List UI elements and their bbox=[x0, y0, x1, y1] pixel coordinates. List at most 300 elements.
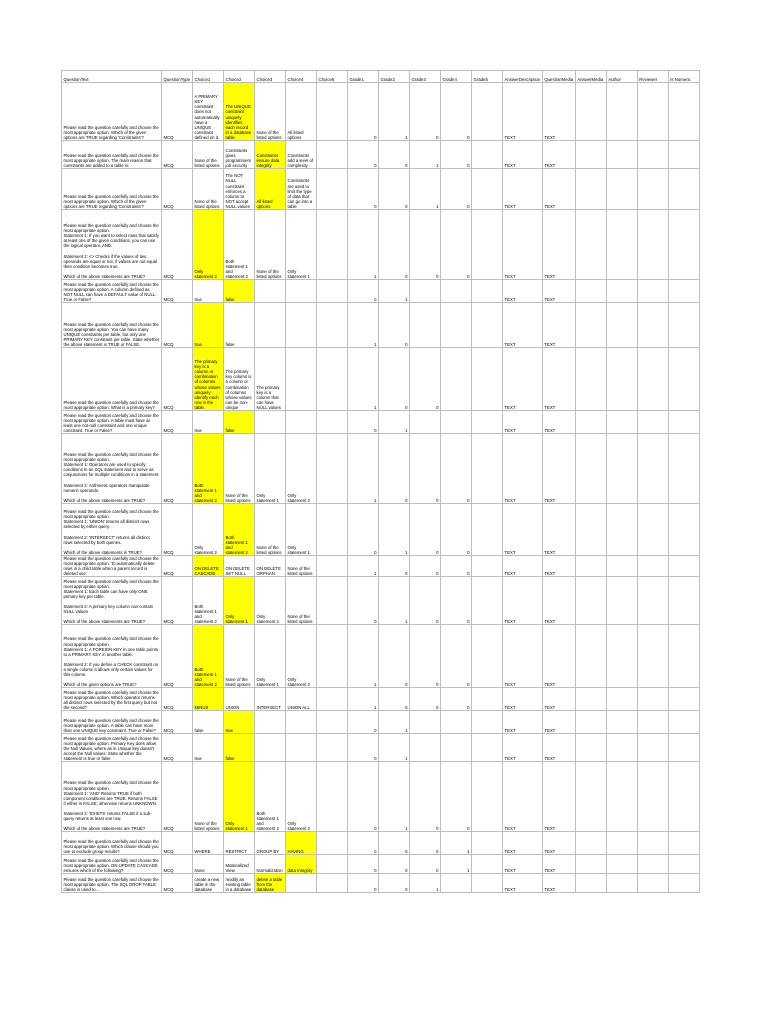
column-header[interactable]: Grade1 bbox=[348, 71, 379, 83]
table-cell[interactable]: None bbox=[193, 855, 224, 874]
table-cell[interactable]: Only statement 1 bbox=[286, 210, 317, 280]
table-cell[interactable]: TEXT bbox=[503, 210, 543, 280]
table-cell[interactable]: TEXT bbox=[503, 855, 543, 874]
table-cell[interactable] bbox=[575, 348, 606, 411]
grade-cell[interactable]: 0 bbox=[441, 577, 472, 625]
grade-cell[interactable]: 0 bbox=[441, 762, 472, 832]
grade-cell[interactable] bbox=[472, 734, 503, 762]
table-cell[interactable]: TEXT bbox=[503, 688, 543, 711]
table-cell[interactable]: MCQ bbox=[162, 734, 193, 762]
table-cell[interactable] bbox=[255, 280, 286, 303]
table-cell[interactable]: None of the listed options bbox=[255, 83, 286, 141]
grade-cell[interactable]: 0 bbox=[348, 874, 379, 893]
table-cell[interactable]: TEXT bbox=[542, 83, 575, 141]
grade-cell[interactable]: 0 bbox=[348, 711, 379, 734]
table-cell[interactable]: TEXT bbox=[542, 577, 575, 625]
table-cell[interactable] bbox=[637, 832, 668, 855]
table-cell[interactable]: TEXT bbox=[503, 504, 543, 556]
table-cell[interactable]: MCQ bbox=[162, 832, 193, 855]
table-cell[interactable]: MCQ bbox=[162, 434, 193, 504]
correct-answer-cell[interactable]: Constraints ensure data integrity bbox=[255, 141, 286, 169]
grade-cell[interactable]: 1 bbox=[379, 734, 410, 762]
table-cell[interactable]: TEXT bbox=[542, 762, 575, 832]
table-cell[interactable] bbox=[575, 169, 606, 210]
table-cell[interactable] bbox=[317, 711, 348, 734]
table-cell[interactable]: UNION bbox=[224, 688, 255, 711]
table-cell[interactable]: Constraints add a level of complexity bbox=[286, 141, 317, 169]
grade-cell[interactable] bbox=[472, 210, 503, 280]
table-cell[interactable]: TEXT bbox=[542, 280, 575, 303]
grade-cell[interactable]: 0 bbox=[410, 556, 441, 577]
grade-cell[interactable]: 0 bbox=[410, 577, 441, 625]
grade-cell[interactable]: 0 bbox=[441, 141, 472, 169]
table-cell[interactable]: MCQ bbox=[162, 280, 193, 303]
grade-cell[interactable]: 1 bbox=[410, 874, 441, 893]
table-cell[interactable] bbox=[286, 280, 317, 303]
correct-answer-cell[interactable]: false bbox=[224, 411, 255, 434]
grade-cell[interactable]: 0 bbox=[348, 83, 379, 141]
grade-cell[interactable]: 0 bbox=[379, 348, 410, 411]
table-cell[interactable] bbox=[575, 303, 606, 348]
table-cell[interactable] bbox=[637, 169, 668, 210]
grade-cell[interactable] bbox=[472, 348, 503, 411]
column-header[interactable]: Choice1 bbox=[193, 71, 224, 83]
question-text-cell[interactable]: Please read the question carefully and choose the most appropriate option. Statement 1: Operators are used to specify conditions in an SQL statement and to serve as conjunctions for multiple conditions in a statement. Statement 2: Arithmetic operators manipulate numeric operands. Which of the above statements are TRUE? bbox=[62, 434, 162, 504]
table-cell[interactable]: MCQ bbox=[162, 83, 193, 141]
grade-cell[interactable]: 1 bbox=[379, 280, 410, 303]
table-cell[interactable] bbox=[668, 411, 699, 434]
grade-cell[interactable] bbox=[441, 734, 472, 762]
question-text-cell[interactable]: Please read the question carefully and choose the most appropriate option. The main reason that constraints are added to a table is: bbox=[62, 141, 162, 169]
table-cell[interactable]: MCQ bbox=[162, 874, 193, 893]
correct-answer-cell[interactable]: Only statement 1 bbox=[224, 762, 255, 832]
question-text-cell[interactable]: Please read the question carefully and choose the most appropriate option. Which of the given options are TRUE regarding 'Constraints'? bbox=[62, 83, 162, 141]
grade-cell[interactable]: 0 bbox=[348, 141, 379, 169]
grade-cell[interactable]: 0 bbox=[348, 411, 379, 434]
table-cell[interactable] bbox=[637, 504, 668, 556]
table-cell[interactable]: TEXT bbox=[503, 577, 543, 625]
grade-cell[interactable] bbox=[472, 434, 503, 504]
grade-cell[interactable]: 0 bbox=[410, 210, 441, 280]
grade-cell[interactable]: 1 bbox=[410, 141, 441, 169]
column-header[interactable]: Choice3 bbox=[255, 71, 286, 83]
table-cell[interactable] bbox=[317, 762, 348, 832]
grade-cell[interactable] bbox=[441, 280, 472, 303]
table-cell[interactable]: false bbox=[193, 711, 224, 734]
table-cell[interactable] bbox=[575, 280, 606, 303]
table-cell[interactable]: All listed options bbox=[286, 83, 317, 141]
table-cell[interactable] bbox=[668, 734, 699, 762]
table-cell[interactable]: The primary key is a column that can have NULL values bbox=[255, 348, 286, 411]
table-cell[interactable]: Constraints gives programmers job security bbox=[224, 141, 255, 169]
table-cell[interactable]: TEXT bbox=[503, 556, 543, 577]
table-cell[interactable] bbox=[606, 141, 637, 169]
table-cell[interactable]: modify an existing table in a database bbox=[224, 874, 255, 893]
table-cell[interactable]: TEXT bbox=[542, 434, 575, 504]
grade-cell[interactable]: 0 bbox=[410, 832, 441, 855]
grade-cell[interactable] bbox=[472, 303, 503, 348]
table-cell[interactable] bbox=[317, 832, 348, 855]
table-cell[interactable] bbox=[606, 83, 637, 141]
grade-cell[interactable]: 0 bbox=[379, 434, 410, 504]
table-cell[interactable]: TEXT bbox=[503, 625, 543, 688]
grade-cell[interactable]: 0 bbox=[410, 83, 441, 141]
table-cell[interactable]: TEXT bbox=[503, 762, 543, 832]
grade-cell[interactable]: 0 bbox=[348, 832, 379, 855]
table-cell[interactable]: The NOT NULL constraint enforces a column to NOT accept NULL values bbox=[224, 169, 255, 210]
table-cell[interactable] bbox=[317, 169, 348, 210]
table-cell[interactable] bbox=[606, 688, 637, 711]
table-cell[interactable] bbox=[606, 504, 637, 556]
grade-cell[interactable]: 0 bbox=[348, 762, 379, 832]
grade-cell[interactable] bbox=[410, 411, 441, 434]
correct-answer-cell[interactable]: All listed options bbox=[255, 169, 286, 210]
table-cell[interactable] bbox=[668, 83, 699, 141]
question-text-cell[interactable]: Please read the question carefully and choose the most appropriate option. What is a primary key? bbox=[62, 348, 162, 411]
table-cell[interactable] bbox=[286, 874, 317, 893]
grade-cell[interactable] bbox=[472, 169, 503, 210]
table-cell[interactable] bbox=[255, 303, 286, 348]
table-cell[interactable] bbox=[575, 711, 606, 734]
column-header[interactable]: Choice5 bbox=[317, 71, 348, 83]
table-cell[interactable] bbox=[575, 210, 606, 280]
table-cell[interactable]: None of the listed options bbox=[286, 577, 317, 625]
grade-cell[interactable]: 0 bbox=[441, 504, 472, 556]
table-cell[interactable]: The primary key column is a column or combination of columns whose values can be non-unique bbox=[224, 348, 255, 411]
column-header[interactable]: AnswerDescription bbox=[503, 71, 543, 83]
table-cell[interactable] bbox=[286, 734, 317, 762]
correct-answer-cell[interactable]: false bbox=[224, 280, 255, 303]
table-cell[interactable]: MCQ bbox=[162, 141, 193, 169]
correct-answer-cell[interactable]: ON DELETE CASCADE bbox=[193, 556, 224, 577]
question-text-cell[interactable]: Please read the question carefully and choose the most appropriate option. ON UPDATE CASCADE ensures which of the following? bbox=[62, 855, 162, 874]
table-cell[interactable]: None of the listed options bbox=[193, 762, 224, 832]
grade-cell[interactable] bbox=[472, 874, 503, 893]
grade-cell[interactable]: 1 bbox=[379, 577, 410, 625]
grade-cell[interactable]: 1 bbox=[348, 303, 379, 348]
grade-cell[interactable]: 0 bbox=[379, 832, 410, 855]
table-cell[interactable] bbox=[286, 348, 317, 411]
table-cell[interactable] bbox=[317, 411, 348, 434]
grade-cell[interactable] bbox=[472, 280, 503, 303]
column-header[interactable]: Author bbox=[606, 71, 637, 83]
table-cell[interactable] bbox=[606, 280, 637, 303]
table-cell[interactable]: TEXT bbox=[503, 711, 543, 734]
correct-answer-cell[interactable]: Only statement 1 bbox=[224, 577, 255, 625]
table-cell[interactable]: TEXT bbox=[503, 434, 543, 504]
table-cell[interactable]: TEXT bbox=[542, 711, 575, 734]
question-text-cell[interactable]: Please read the question carefully and choose the most appropriate option. Statement 1: A FOREIGN KEY in one table points to a PRIMARY KEY in another table. Statement 2: If you define a CHECK constraint on a single column it allows only certain values for this column. Which of the given options are TRUE? bbox=[62, 625, 162, 688]
grade-cell[interactable]: 1 bbox=[348, 210, 379, 280]
grade-cell[interactable]: 1 bbox=[379, 83, 410, 141]
table-cell[interactable] bbox=[637, 83, 668, 141]
grade-cell[interactable] bbox=[472, 688, 503, 711]
grade-cell[interactable]: 1 bbox=[379, 762, 410, 832]
column-header[interactable]: QuestionType bbox=[162, 71, 193, 83]
grade-cell[interactable]: 0 bbox=[410, 434, 441, 504]
table-cell[interactable] bbox=[606, 625, 637, 688]
table-cell[interactable]: None of the listed options bbox=[255, 210, 286, 280]
correct-answer-cell[interactable]: The primary key is a column or combination of columns whose values uniquely identify each row in the table. bbox=[193, 348, 224, 411]
column-header[interactable]: Grade5 bbox=[472, 71, 503, 83]
correct-answer-cell[interactable]: Both statement 1 and statement 2 bbox=[193, 625, 224, 688]
table-cell[interactable] bbox=[668, 855, 699, 874]
grade-cell[interactable]: 0 bbox=[379, 855, 410, 874]
question-text-cell[interactable]: Please read the question carefully and choose the most appropriate option. A table must have at least one not-null constraint and one unique constraint. True or False? bbox=[62, 411, 162, 434]
grade-cell[interactable]: 1 bbox=[348, 688, 379, 711]
column-header[interactable]: Grade2 bbox=[379, 71, 410, 83]
correct-answer-cell[interactable]: HAVING bbox=[286, 832, 317, 855]
table-cell[interactable]: None of the listed options bbox=[224, 434, 255, 504]
grade-cell[interactable]: 0 bbox=[379, 688, 410, 711]
table-cell[interactable]: MCQ bbox=[162, 688, 193, 711]
grade-cell[interactable]: 0 bbox=[379, 141, 410, 169]
table-cell[interactable] bbox=[606, 303, 637, 348]
grade-cell[interactable] bbox=[441, 874, 472, 893]
table-cell[interactable] bbox=[317, 874, 348, 893]
table-cell[interactable]: UNION ALL bbox=[286, 688, 317, 711]
table-cell[interactable]: MCQ bbox=[162, 303, 193, 348]
table-cell[interactable] bbox=[317, 434, 348, 504]
table-cell[interactable] bbox=[668, 556, 699, 577]
table-cell[interactable]: TEXT bbox=[503, 83, 543, 141]
grade-cell[interactable]: 1 bbox=[348, 556, 379, 577]
table-cell[interactable]: None of the listed options bbox=[286, 556, 317, 577]
table-cell[interactable]: Only statement 1 bbox=[255, 434, 286, 504]
table-cell[interactable]: None of the listed options bbox=[224, 625, 255, 688]
grade-cell[interactable] bbox=[410, 734, 441, 762]
correct-answer-cell[interactable]: Both statement 1 and statement 2 bbox=[224, 504, 255, 556]
column-header[interactable]: Choice2 bbox=[224, 71, 255, 83]
grade-cell[interactable] bbox=[472, 411, 503, 434]
table-cell[interactable] bbox=[637, 280, 668, 303]
table-cell[interactable] bbox=[606, 434, 637, 504]
table-cell[interactable] bbox=[637, 556, 668, 577]
question-text-cell[interactable]: Please read the question carefully and choose the most appropriate option. Statement 1: 'UNION' returns all distinct rows selected by either query. Statement 2: 'INTERSECT' returns all distinct rows selected by both queries. Which of the above statements is TRUE? bbox=[62, 504, 162, 556]
table-cell[interactable]: RESTRICT bbox=[224, 832, 255, 855]
grade-cell[interactable]: 0 bbox=[379, 303, 410, 348]
table-cell[interactable]: Only statement 2 bbox=[193, 504, 224, 556]
table-cell[interactable] bbox=[668, 210, 699, 280]
table-cell[interactable] bbox=[606, 556, 637, 577]
table-cell[interactable] bbox=[668, 141, 699, 169]
table-cell[interactable]: MCQ bbox=[162, 348, 193, 411]
question-text-cell[interactable]: Please read the question carefully and choose the most appropriate option. Primary Key does allow the Null Values, where as in Unique key doesn't accept the Null values. State whether the statement is true or false bbox=[62, 734, 162, 762]
table-cell[interactable]: TEXT bbox=[542, 141, 575, 169]
table-cell[interactable]: true bbox=[193, 280, 224, 303]
table-cell[interactable] bbox=[637, 734, 668, 762]
table-cell[interactable]: TEXT bbox=[542, 411, 575, 434]
table-cell[interactable] bbox=[575, 434, 606, 504]
table-cell[interactable] bbox=[606, 874, 637, 893]
table-cell[interactable]: TEXT bbox=[542, 348, 575, 411]
table-cell[interactable] bbox=[575, 874, 606, 893]
grade-cell[interactable] bbox=[472, 711, 503, 734]
grade-cell[interactable] bbox=[441, 348, 472, 411]
table-cell[interactable]: None of the listed options bbox=[193, 141, 224, 169]
correct-answer-cell[interactable]: MINUS bbox=[193, 688, 224, 711]
table-cell[interactable]: Normalization bbox=[255, 855, 286, 874]
table-cell[interactable] bbox=[668, 348, 699, 411]
table-cell[interactable]: true bbox=[193, 411, 224, 434]
question-text-cell[interactable]: Please read the question carefully and choose the most appropriate option. You can have many UNIQUE constraints per table, but only one PRIMARY KEY constraint per table. State whether the above statement is TRUE or FALSE. bbox=[62, 303, 162, 348]
correct-answer-cell[interactable]: Only statement 2 bbox=[193, 210, 224, 280]
table-cell[interactable] bbox=[575, 556, 606, 577]
table-cell[interactable]: TEXT bbox=[542, 688, 575, 711]
table-cell[interactable] bbox=[575, 141, 606, 169]
question-text-cell[interactable]: Please read the question carefully and choose the most appropriate option. A table can have more than one UNIQUE key constraint. True or False? bbox=[62, 711, 162, 734]
table-cell[interactable] bbox=[606, 711, 637, 734]
table-cell[interactable] bbox=[317, 556, 348, 577]
grade-cell[interactable] bbox=[410, 303, 441, 348]
grade-cell[interactable]: 0 bbox=[441, 169, 472, 210]
grade-cell[interactable] bbox=[472, 577, 503, 625]
table-cell[interactable]: TEXT bbox=[503, 348, 543, 411]
table-cell[interactable] bbox=[606, 762, 637, 832]
table-cell[interactable] bbox=[575, 577, 606, 625]
table-cell[interactable] bbox=[575, 762, 606, 832]
grade-cell[interactable]: 0 bbox=[379, 874, 410, 893]
table-cell[interactable] bbox=[668, 303, 699, 348]
grade-cell[interactable]: 1 bbox=[410, 169, 441, 210]
table-cell[interactable]: TEXT bbox=[503, 141, 543, 169]
table-cell[interactable] bbox=[575, 411, 606, 434]
table-cell[interactable] bbox=[606, 577, 637, 625]
table-cell[interactable]: MCQ bbox=[162, 556, 193, 577]
grade-cell[interactable]: 1 bbox=[441, 855, 472, 874]
table-cell[interactable] bbox=[317, 504, 348, 556]
grade-cell[interactable] bbox=[472, 855, 503, 874]
table-cell[interactable]: TEXT bbox=[542, 625, 575, 688]
grade-cell[interactable] bbox=[472, 504, 503, 556]
table-cell[interactable]: MCQ bbox=[162, 210, 193, 280]
grade-cell[interactable] bbox=[472, 556, 503, 577]
table-cell[interactable] bbox=[606, 210, 637, 280]
grade-cell[interactable]: 1 bbox=[348, 348, 379, 411]
correct-answer-cell[interactable]: true bbox=[224, 711, 255, 734]
table-cell[interactable] bbox=[317, 141, 348, 169]
table-cell[interactable]: Only statement 1 bbox=[255, 625, 286, 688]
grade-cell[interactable]: 0 bbox=[348, 577, 379, 625]
grade-cell[interactable]: 0 bbox=[441, 556, 472, 577]
table-cell[interactable]: TEXT bbox=[503, 734, 543, 762]
table-cell[interactable]: TEXT bbox=[542, 556, 575, 577]
table-cell[interactable] bbox=[668, 874, 699, 893]
table-cell[interactable] bbox=[575, 734, 606, 762]
grade-cell[interactable] bbox=[472, 832, 503, 855]
table-cell[interactable]: TEXT bbox=[503, 832, 543, 855]
table-cell[interactable] bbox=[606, 855, 637, 874]
question-text-cell[interactable]: Please read the question carefully and choose the most appropriate option. The SQL DROP TABLE clause is used to... bbox=[62, 874, 162, 893]
table-cell[interactable] bbox=[575, 504, 606, 556]
table-cell[interactable] bbox=[286, 303, 317, 348]
table-cell[interactable] bbox=[637, 688, 668, 711]
question-text-cell[interactable]: Please read the question carefully and choose the most appropriate option. Which of the given options are TRUE regarding 'Constraints'? bbox=[62, 169, 162, 210]
table-cell[interactable] bbox=[668, 688, 699, 711]
table-cell[interactable]: Only statement 1 bbox=[286, 504, 317, 556]
table-cell[interactable]: WHERE bbox=[193, 832, 224, 855]
table-cell[interactable]: TEXT bbox=[503, 280, 543, 303]
grade-cell[interactable]: 0 bbox=[410, 625, 441, 688]
table-cell[interactable]: TEXT bbox=[503, 411, 543, 434]
table-cell[interactable] bbox=[317, 734, 348, 762]
grade-cell[interactable] bbox=[441, 711, 472, 734]
table-cell[interactable] bbox=[255, 411, 286, 434]
table-cell[interactable]: TEXT bbox=[542, 855, 575, 874]
table-cell[interactable] bbox=[317, 210, 348, 280]
table-cell[interactable]: create a new table in the database bbox=[193, 874, 224, 893]
table-cell[interactable] bbox=[668, 625, 699, 688]
table-cell[interactable] bbox=[317, 348, 348, 411]
grade-cell[interactable]: 0 bbox=[441, 688, 472, 711]
grade-cell[interactable] bbox=[441, 411, 472, 434]
table-cell[interactable]: Both statement 1 and statement 2 bbox=[224, 210, 255, 280]
table-cell[interactable] bbox=[668, 762, 699, 832]
grade-cell[interactable]: 1 bbox=[348, 434, 379, 504]
question-text-cell[interactable]: Please read the question carefully and choose the most appropriate option. Statement 1: Each table can have only ONE primary key per table. Statement 2: A primary key column can contain NULL values Which of the above statements are TRUE? bbox=[62, 577, 162, 625]
column-header[interactable]: Is Numeric bbox=[668, 71, 699, 83]
table-cell[interactable] bbox=[575, 625, 606, 688]
grade-cell[interactable] bbox=[472, 762, 503, 832]
table-cell[interactable] bbox=[317, 280, 348, 303]
table-cell[interactable] bbox=[606, 832, 637, 855]
table-cell[interactable] bbox=[317, 577, 348, 625]
question-text-cell[interactable]: Please read the question carefully and choose the most appropriate option. To automatically delete rows in a child table when a parent record is deleted use: bbox=[63, 556, 161, 577]
grade-cell[interactable] bbox=[441, 303, 472, 348]
grade-cell[interactable]: 0 bbox=[441, 625, 472, 688]
table-cell[interactable]: Both statement 1 and statement 2 bbox=[255, 762, 286, 832]
table-cell[interactable] bbox=[668, 577, 699, 625]
correct-answer-cell[interactable]: The UNIQUE constraint uniquely identifies each record in a database table. bbox=[224, 83, 255, 141]
table-cell[interactable]: MCQ bbox=[162, 577, 193, 625]
table-cell[interactable]: false bbox=[224, 303, 255, 348]
table-cell[interactable] bbox=[575, 832, 606, 855]
table-cell[interactable]: A PRIMARY KEY constraint does not automatically have a UNIQUE constraint defined on it. bbox=[193, 83, 224, 141]
table-cell[interactable]: TEXT bbox=[542, 734, 575, 762]
question-text-cell[interactable]: Please read the question carefully and choose the most appropriate option. Which operator returns all distinct rows selected by the first query but not the second? bbox=[62, 688, 162, 711]
table-cell[interactable] bbox=[637, 874, 668, 893]
table-cell[interactable]: MCQ bbox=[162, 625, 193, 688]
table-cell[interactable] bbox=[668, 434, 699, 504]
grade-cell[interactable]: 0 bbox=[410, 855, 441, 874]
table-cell[interactable]: Only statement 2 bbox=[286, 762, 317, 832]
table-cell[interactable] bbox=[606, 411, 637, 434]
table-cell[interactable] bbox=[606, 734, 637, 762]
grade-cell[interactable]: 0 bbox=[441, 434, 472, 504]
grade-cell[interactable] bbox=[410, 280, 441, 303]
grade-cell[interactable]: 0 bbox=[379, 625, 410, 688]
table-cell[interactable]: GROUP BY bbox=[255, 832, 286, 855]
column-header[interactable]: QuestionText bbox=[62, 71, 162, 83]
table-cell[interactable]: TEXT bbox=[503, 874, 543, 893]
table-cell[interactable] bbox=[286, 711, 317, 734]
table-cell[interactable] bbox=[637, 348, 668, 411]
grade-cell[interactable] bbox=[472, 83, 503, 141]
grade-cell[interactable]: 0 bbox=[441, 83, 472, 141]
question-text-cell[interactable]: Please read the question carefully and choose the most appropriate option. Statement 1: 'AND' Returns TRUE if both component conditions are TRUE. Returns FALSE if either is FALSE; otherwise returns UNKNOWN. Statement 2: 'EXISTS' returns FALSE if a sub-query returns at least one row. Which of the above statements are TRUE? bbox=[62, 762, 162, 832]
grade-cell[interactable]: 1 bbox=[379, 504, 410, 556]
table-cell[interactable] bbox=[668, 169, 699, 210]
table-cell[interactable] bbox=[637, 855, 668, 874]
grade-cell[interactable]: 0 bbox=[410, 348, 441, 411]
table-cell[interactable] bbox=[317, 303, 348, 348]
grade-cell[interactable]: 0 bbox=[348, 734, 379, 762]
table-cell[interactable]: MCQ bbox=[162, 169, 193, 210]
table-cell[interactable] bbox=[255, 734, 286, 762]
table-cell[interactable]: TEXT bbox=[542, 303, 575, 348]
grade-cell[interactable] bbox=[472, 141, 503, 169]
column-header[interactable]: Reviewer bbox=[637, 71, 668, 83]
